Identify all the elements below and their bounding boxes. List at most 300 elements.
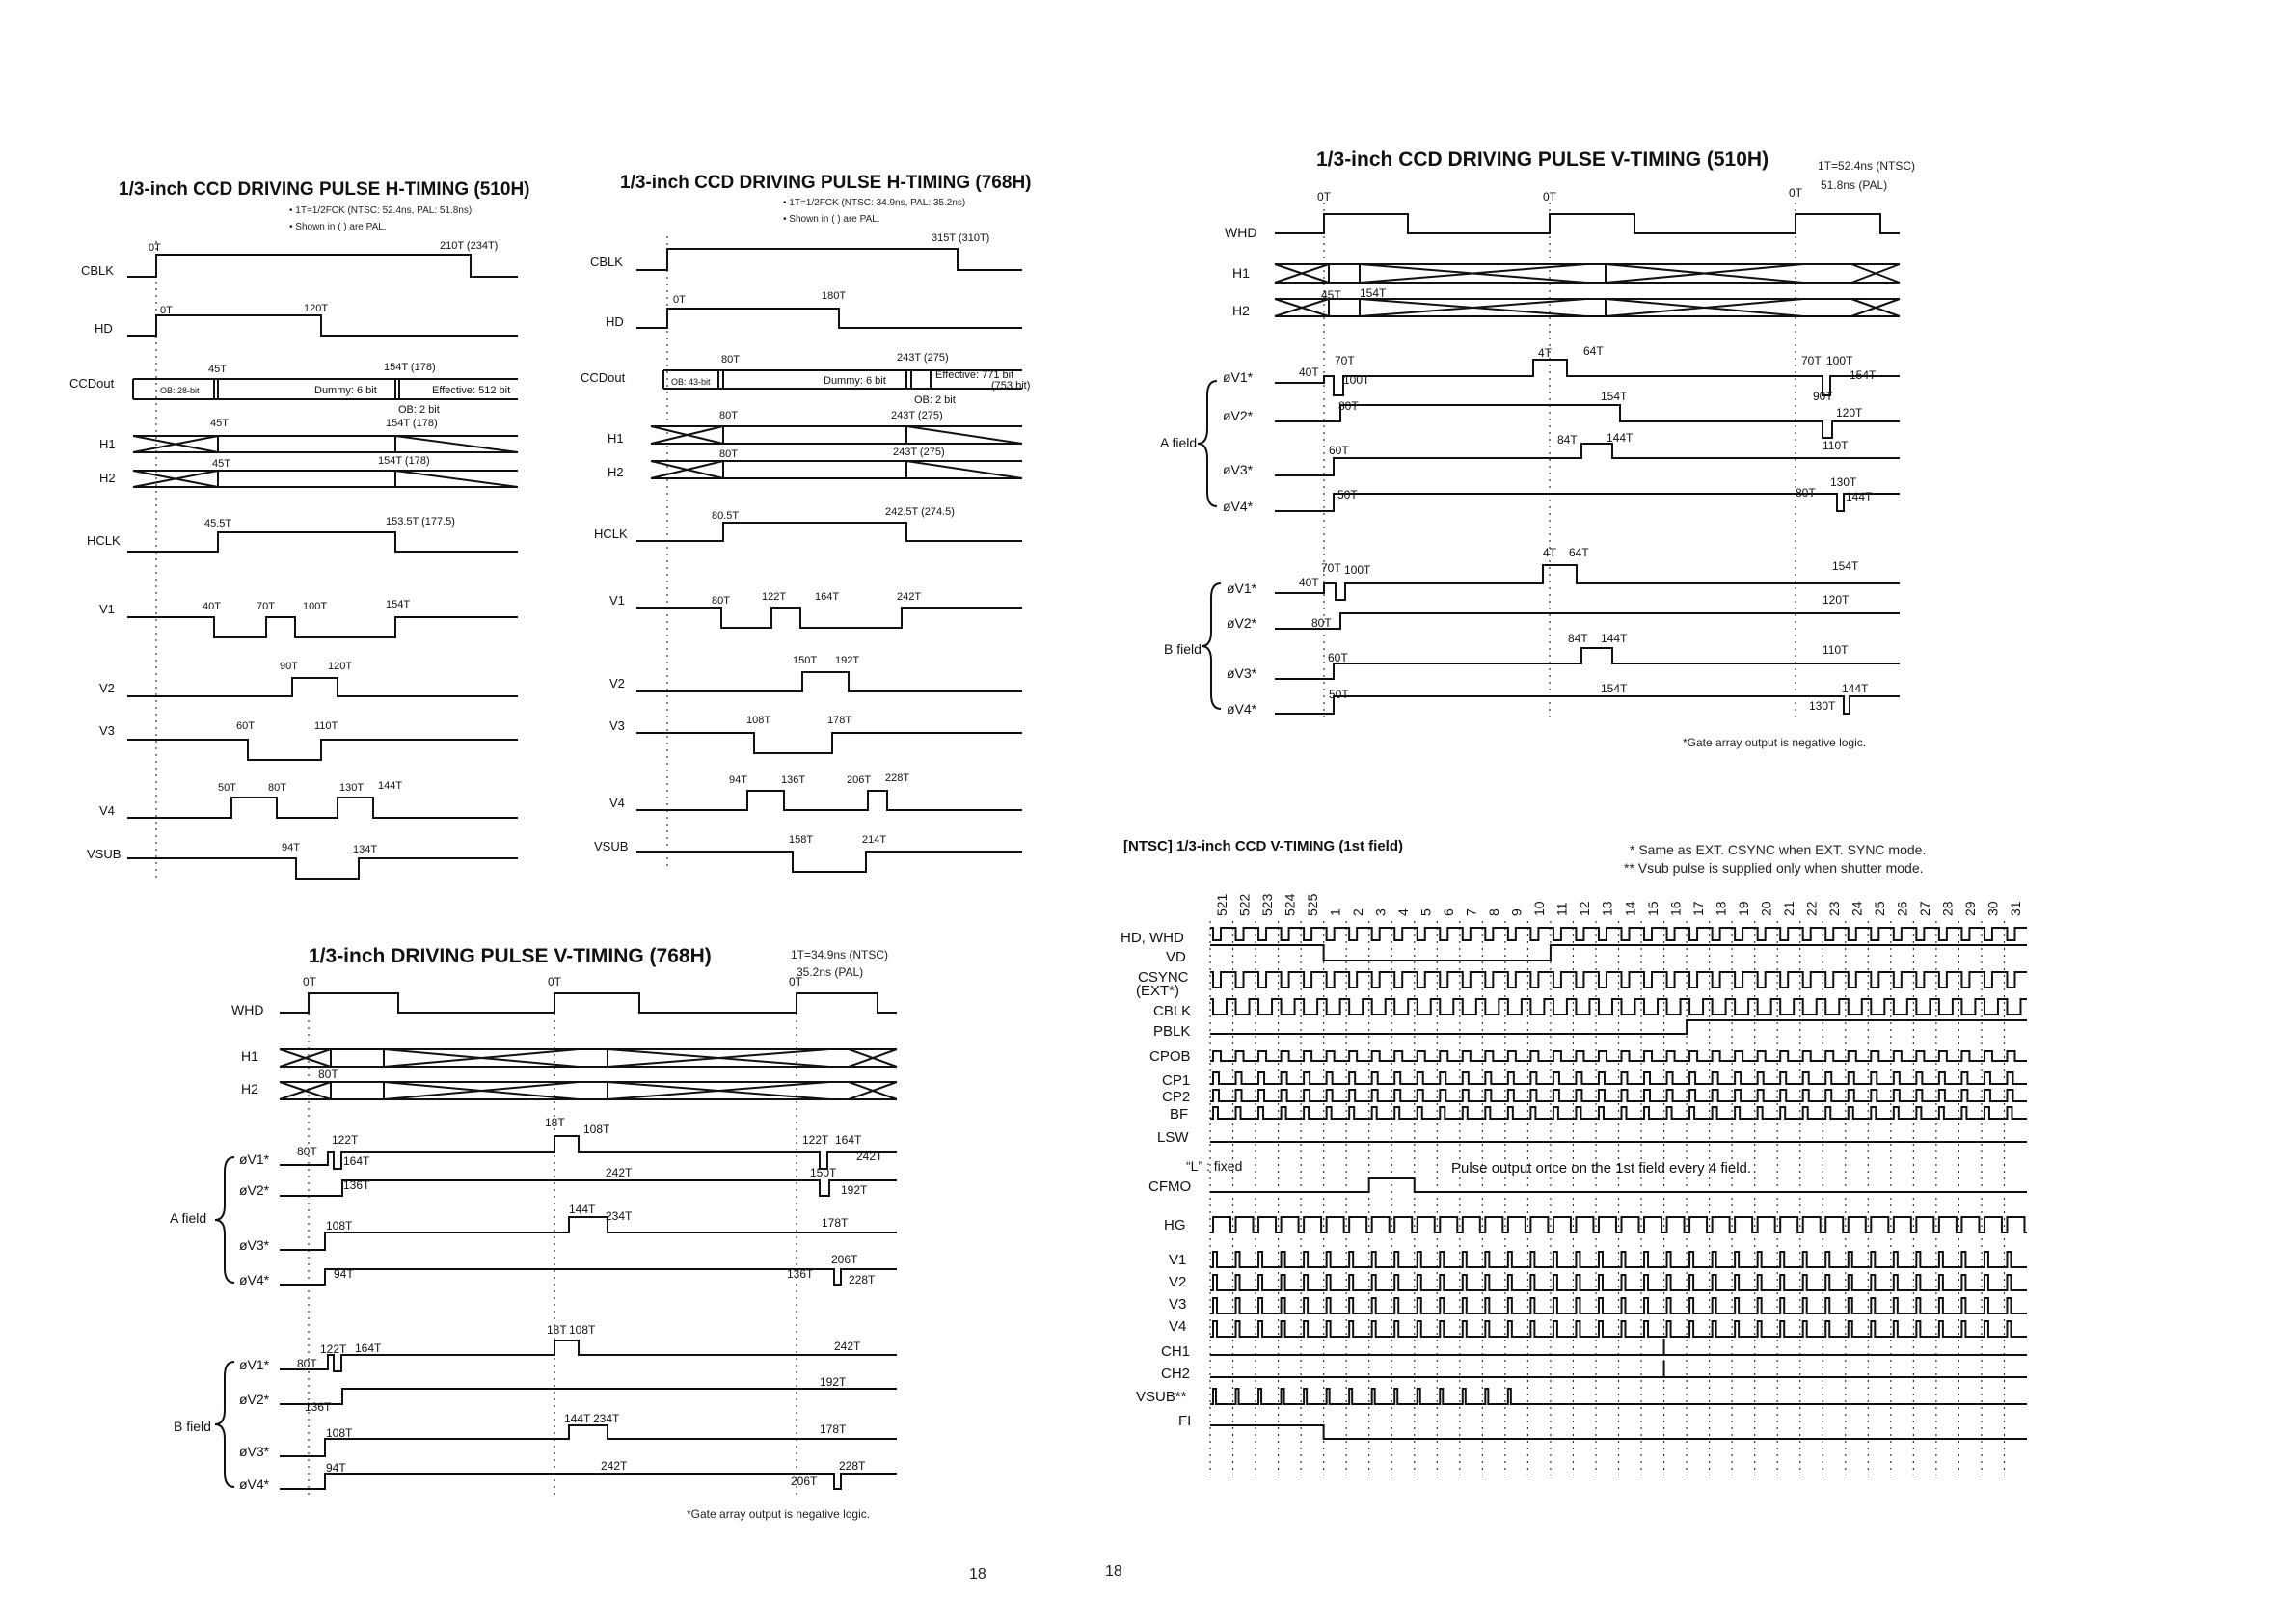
ntsc-line-number: 5 xyxy=(1418,908,1434,916)
v768-lbl: 108T xyxy=(569,1323,596,1337)
h510-wave-hclk xyxy=(127,532,518,552)
h510-lbl: 70T xyxy=(257,601,275,612)
v510-lbl: 80T xyxy=(1338,399,1359,413)
v510-lbl: 64T xyxy=(1583,344,1604,358)
h768-wave-cblk xyxy=(636,249,1022,270)
ntsc-line-number: 29 xyxy=(1962,901,1979,916)
v510-lbl: 0T xyxy=(1317,190,1332,203)
v768-brace-b xyxy=(215,1362,234,1487)
v510-lbl: 154T xyxy=(1601,390,1628,403)
ntsc-wave-cblk xyxy=(1210,999,2027,1015)
v510-lbl: 90T xyxy=(1813,390,1833,403)
v768-lbl: 80T xyxy=(297,1357,317,1370)
ntsc-line-number: 15 xyxy=(1644,901,1661,916)
v510-lbl: 70T xyxy=(1321,561,1341,575)
v510-lbl: 110T xyxy=(1823,439,1849,452)
v768-lbl: 18T xyxy=(545,1116,565,1129)
h768-lbl: 192T xyxy=(835,655,860,666)
v510-wave-a-v3 xyxy=(1275,444,1900,475)
h510-wave-hd xyxy=(127,315,518,336)
ntsc-sig: V1 xyxy=(1169,1252,1187,1268)
h768-sig-h1: H1 xyxy=(608,431,624,446)
v768-unit-2: 35.2ns (PAL) xyxy=(797,965,864,979)
h768-lbl: 228T xyxy=(885,772,910,784)
h768-lbl: Effective: 771 bit xyxy=(935,369,1014,381)
v510-sig-h2: H2 xyxy=(1232,303,1250,318)
h510-sig-v4: V4 xyxy=(99,803,115,818)
h768-lbl: 108T xyxy=(746,715,771,726)
h510-lbl: 94T xyxy=(282,842,300,853)
v768-field-b: B field xyxy=(174,1419,211,1434)
h510-lbl: OB: 28-bit xyxy=(160,386,200,395)
v768-lbl: 136T xyxy=(787,1267,814,1281)
v510-sig-h1: H1 xyxy=(1232,265,1250,281)
ntsc-sig: CP1 xyxy=(1162,1072,1191,1089)
h510-lbl: 40T xyxy=(203,601,221,612)
v510-lbl: 100T xyxy=(1343,373,1370,387)
h768-title: 1/3-inch CCD DRIVING PULSE H-TIMING (768H) xyxy=(620,173,1032,193)
h768-lbl: 94T xyxy=(729,774,747,786)
h510-lbl: 210T (234T) xyxy=(440,240,499,252)
ntsc-sig: V3 xyxy=(1169,1296,1187,1313)
v510-sig-whd: WHD xyxy=(1225,225,1257,240)
ntsc-line-number: 18 xyxy=(1713,901,1729,916)
v768-lbl: 164T xyxy=(835,1133,862,1147)
ntsc-sig: VD xyxy=(1166,949,1186,965)
v510-unit-2: 51.8ns (PAL) xyxy=(1821,178,1888,192)
v768-lbl: 122T xyxy=(320,1342,347,1356)
h510-diagram xyxy=(69,179,530,879)
ntsc-line-number: 31 xyxy=(2008,901,2024,916)
h768-wave-v3 xyxy=(636,733,1022,753)
v768-lbl: 178T xyxy=(820,1422,847,1436)
v510-lbl: 130T xyxy=(1830,475,1857,489)
ntsc-line-number: 524 xyxy=(1282,893,1298,916)
h768-lbl: 122T xyxy=(762,591,787,603)
v768-lbl: 206T xyxy=(831,1253,858,1266)
ntsc-line-number: 22 xyxy=(1803,901,1820,916)
h768-wave-hclk xyxy=(636,523,1022,541)
h510-lbl: 110T xyxy=(314,720,338,732)
ntsc-sig: HD, WHD xyxy=(1121,930,1184,946)
ntsc-line-number: 521 xyxy=(1213,893,1229,916)
h510-lbl: 154T (178) xyxy=(384,362,436,373)
h768-lbl: 242.5T (274.5) xyxy=(885,506,955,518)
v510-footnote: *Gate array output is negative logic. xyxy=(1683,736,1867,749)
v510-wave-h2 xyxy=(1275,299,1900,316)
v510-brace-b xyxy=(1202,583,1221,709)
v768-lbl: 136T xyxy=(305,1400,332,1414)
h768-lbl: 80.5T xyxy=(712,510,740,522)
h768-sig-h2: H2 xyxy=(608,465,624,479)
v768-lbl: 18T xyxy=(547,1323,567,1337)
h510-sig-v3: V3 xyxy=(99,723,115,738)
ntsc-line-number: 7 xyxy=(1463,908,1479,916)
v510-lbl: 64T xyxy=(1569,546,1589,559)
h510-note-2: • Shown in ( ) are PAL. xyxy=(289,222,387,232)
ntsc-sig: V2 xyxy=(1169,1274,1187,1290)
page-number-left: 18 xyxy=(969,1566,986,1583)
ntsc-sig: CPOB xyxy=(1149,1048,1191,1065)
v768-field-a: A field xyxy=(170,1210,207,1226)
v768-lbl: 0T xyxy=(789,975,803,988)
h510-sig-ccdout: CCDout xyxy=(69,376,115,391)
h510-sig-v1: V1 xyxy=(99,602,115,616)
v768-sig-b-v2: øV2* xyxy=(239,1392,270,1407)
v768-lbl: 108T xyxy=(326,1219,353,1232)
h768-lbl: 80T xyxy=(719,410,738,421)
h510-wave-vsub xyxy=(127,858,518,879)
h510-lbl: 153.5T (177.5) xyxy=(386,516,455,528)
v768-lbl: 108T xyxy=(326,1426,353,1440)
v510-lbl: 0T xyxy=(1543,190,1557,203)
v768-sig-a-v4: øV4* xyxy=(239,1272,270,1287)
v768-lbl: 178T xyxy=(822,1216,849,1230)
ntsc-line-number: 30 xyxy=(1985,901,2001,916)
v510-wave-a-v2 xyxy=(1275,405,1900,438)
v768-lbl: 122T xyxy=(802,1133,829,1147)
h768-diagram xyxy=(581,173,1032,872)
h768-wave-v2 xyxy=(636,672,1022,691)
h510-lbl: 0T xyxy=(149,242,161,254)
h768-lbl: 214T xyxy=(862,834,887,846)
v768-sig-h2: H2 xyxy=(241,1081,258,1096)
h510-wave-cblk xyxy=(127,255,518,277)
v510-lbl: 144T xyxy=(1601,632,1628,645)
ntsc-fixed-note: “L” : fixed xyxy=(1186,1158,1243,1174)
h510-title: 1/3-inch CCD DRIVING PULSE H-TIMING (510H) xyxy=(119,179,530,200)
h510-lbl: 60T xyxy=(236,720,255,732)
v510-sig-a-v3: øV3* xyxy=(1223,462,1254,477)
h510-wave-h1 xyxy=(133,436,518,452)
h768-sig-v4: V4 xyxy=(609,796,625,810)
h510-wave-h2 xyxy=(133,471,518,487)
v510-lbl: 45T xyxy=(1321,288,1341,302)
v510-lbl: 70T xyxy=(1801,354,1822,367)
v510-field-b: B field xyxy=(1164,641,1202,657)
v768-sig-b-v4: øV4* xyxy=(239,1476,270,1492)
v768-sig-a-v2: øV2* xyxy=(239,1182,270,1198)
h768-note-1: • 1T=1/2FCK (NTSC: 34.9ns, PAL: 35.2ns) xyxy=(783,198,966,208)
ntsc-pulse-note: Pulse output once on the 1st field every 4 field. xyxy=(1451,1160,1752,1177)
v510-lbl: 154T xyxy=(1360,286,1387,300)
ntsc-line-number: 20 xyxy=(1758,901,1774,916)
h768-sig-hclk: HCLK xyxy=(594,527,628,541)
v510-lbl: 40T xyxy=(1299,365,1319,379)
h768-lbl: OB: 43-bit xyxy=(671,377,711,387)
v768-lbl: 228T xyxy=(839,1459,866,1473)
v510-sig-a-v1: øV1* xyxy=(1223,369,1254,385)
v510-lbl: 120T xyxy=(1823,593,1850,607)
ntsc-line-number: 28 xyxy=(1939,901,1956,916)
v768-wave-b-v3 xyxy=(280,1425,897,1456)
ntsc-line-number: 19 xyxy=(1735,901,1751,916)
ntsc-line-number: 2 xyxy=(1349,908,1365,916)
v768-lbl: 206T xyxy=(791,1475,818,1488)
ntsc-vtiming-diagram xyxy=(1121,838,2027,1475)
v510-diagram xyxy=(1160,149,1915,749)
h768-lbl: 242T xyxy=(897,591,922,603)
h510-wave-v1 xyxy=(127,617,518,637)
ntsc-line-numbers xyxy=(1214,893,2023,916)
ntsc-sig: CP2 xyxy=(1162,1089,1191,1105)
v768-lbl: 150T xyxy=(810,1166,837,1179)
h510-lbl: 130T xyxy=(339,782,365,794)
v768-lbl: 122T xyxy=(332,1133,359,1147)
v510-lbl: 84T xyxy=(1557,433,1578,447)
v768-lbl: 234T xyxy=(593,1412,620,1425)
v510-lbl: 100T xyxy=(1826,354,1853,367)
v768-wave-h2 xyxy=(280,1082,897,1099)
h768-lbl: 164T xyxy=(815,591,840,603)
v510-lbl: 50T xyxy=(1337,488,1358,501)
h510-lbl: 120T xyxy=(328,661,353,672)
ntsc-line-number: 12 xyxy=(1577,901,1593,916)
h768-lbl: 158T xyxy=(789,834,814,846)
h510-sig-h2: H2 xyxy=(99,471,116,485)
h768-lbl: 80T xyxy=(721,354,740,365)
v768-lbl: 228T xyxy=(849,1273,876,1286)
ntsc-line-number: 6 xyxy=(1441,908,1457,916)
v768-lbl: 234T xyxy=(606,1209,633,1223)
v510-lbl: 100T xyxy=(1344,563,1371,577)
h510-sig-vsub: VSUB xyxy=(87,847,122,861)
v768-sig-h1: H1 xyxy=(241,1048,258,1064)
h510-lbl: 134T xyxy=(353,844,378,855)
ntsc-line-number: 14 xyxy=(1622,901,1638,916)
v510-lbl: 144T xyxy=(1607,431,1634,445)
v510-lbl: 4T xyxy=(1543,546,1557,559)
ntsc-line-number: 27 xyxy=(1917,901,1933,916)
h510-lbl: Effective: 512 bit xyxy=(432,385,511,396)
ntsc-note-2: ** Vsub pulse is supplied only when shutter mode. xyxy=(1624,860,1924,876)
h768-lbl: 180T xyxy=(822,290,847,302)
h510-lbl: 45T xyxy=(208,364,227,375)
ntsc-line-number: 25 xyxy=(1872,901,1888,916)
v510-wave-b-v3 xyxy=(1275,648,1900,679)
v510-lbl: 40T xyxy=(1299,576,1319,589)
v768-lbl: 242T xyxy=(834,1340,861,1353)
h768-lbl: 150T xyxy=(793,655,818,666)
v768-lbl: 94T xyxy=(326,1461,346,1475)
ntsc-line-number: 9 xyxy=(1508,908,1525,916)
h768-lbl: 0T xyxy=(673,294,686,306)
h510-lbl: OB: 2 bit xyxy=(398,404,440,416)
h510-lbl: Dummy: 6 bit xyxy=(314,385,377,396)
ntsc-line-number: 4 xyxy=(1394,908,1411,916)
h510-lbl: 154T xyxy=(386,599,411,610)
h768-wave-h2 xyxy=(651,461,1022,478)
ntsc-line-number: 523 xyxy=(1258,893,1275,916)
ntsc-sig: VSUB** xyxy=(1136,1389,1187,1405)
ntsc-wave-vd xyxy=(1210,945,2027,961)
h768-lbl: 80T xyxy=(719,448,738,460)
v510-lbl: 154T xyxy=(1832,559,1859,573)
h768-sig-ccdout: CCDout xyxy=(581,370,626,385)
h510-lbl: 50T xyxy=(218,782,236,794)
ntsc-sig: BF xyxy=(1170,1106,1189,1123)
h768-lbl: (753 bit) xyxy=(991,380,1031,392)
ntsc-wave-csync xyxy=(1210,972,2027,988)
h510-lbl: 154T (178) xyxy=(378,455,430,467)
ntsc-sig: CH2 xyxy=(1161,1366,1191,1382)
v768-lbl: 192T xyxy=(820,1375,847,1389)
ntsc-line-number: 23 xyxy=(1826,901,1843,916)
ntsc-sig: CFMO xyxy=(1148,1178,1192,1195)
ntsc-sig: PBLK xyxy=(1153,1023,1191,1040)
ntsc-sig: (EXT*) xyxy=(1136,983,1179,999)
v510-lbl: 110T xyxy=(1823,643,1849,657)
v768-lbl: 144T xyxy=(569,1203,596,1216)
h510-lbl: 80T xyxy=(268,782,286,794)
h768-wave-vsub xyxy=(636,852,1022,872)
h510-wave-v3 xyxy=(127,740,518,760)
v510-brace-a xyxy=(1198,381,1217,506)
v510-lbl: 60T xyxy=(1329,444,1349,457)
v768-lbl: 144T xyxy=(564,1412,591,1425)
h768-sig-v3: V3 xyxy=(609,718,625,733)
h510-lbl: 45T xyxy=(212,458,230,470)
v510-sig-b-v1: øV1* xyxy=(1227,581,1257,596)
h768-lbl: 243T (275) xyxy=(893,447,945,458)
v510-lbl: 154T xyxy=(1850,368,1877,382)
v510-lbl: 4T xyxy=(1538,346,1553,360)
v768-lbl: 242T xyxy=(856,1150,883,1163)
h510-sig-hclk: HCLK xyxy=(87,533,121,548)
v510-lbl: 130T xyxy=(1809,699,1836,713)
h768-lbl: 178T xyxy=(827,715,852,726)
h768-sig-v1: V1 xyxy=(609,593,625,608)
h510-sig-cblk: CBLK xyxy=(81,263,114,278)
ntsc-sig: CBLK xyxy=(1153,1003,1192,1019)
v768-wave-h1 xyxy=(280,1049,897,1067)
v768-lbl: 94T xyxy=(334,1267,354,1281)
v510-lbl: 144T xyxy=(1842,682,1869,695)
v768-footnote: *Gate array output is negative logic. xyxy=(687,1507,871,1521)
h768-sig-cblk: CBLK xyxy=(590,255,623,269)
v510-wave-b-v2 xyxy=(1275,613,1900,629)
h768-wave-v1 xyxy=(636,608,1022,628)
v510-sig-a-v4: øV4* xyxy=(1223,499,1254,514)
v768-wave-b-v2 xyxy=(280,1389,897,1404)
ntsc-title: [NTSC] 1/3-inch CCD V-TIMING (1st field) xyxy=(1123,838,1404,854)
v510-lbl: 120T xyxy=(1836,406,1863,420)
v768-sig-a-v1: øV1* xyxy=(239,1151,270,1167)
v768-lbl: 0T xyxy=(303,975,317,988)
ntsc-line-number: 17 xyxy=(1689,901,1706,916)
v510-wave-whd xyxy=(1275,214,1900,233)
v510-lbl: 84T xyxy=(1568,632,1588,645)
v768-sig-whd: WHD xyxy=(231,1002,264,1017)
h510-sig-v2: V2 xyxy=(99,681,115,695)
v510-lbl: 154T xyxy=(1601,682,1628,695)
v768-wave-a-v2 xyxy=(280,1180,897,1196)
v510-lbl: 70T xyxy=(1335,354,1355,367)
h768-lbl: 206T xyxy=(847,774,872,786)
h768-lbl: Dummy: 6 bit xyxy=(824,375,886,387)
v768-sig-a-v3: øV3* xyxy=(239,1237,270,1253)
h510-lbl: 120T xyxy=(304,303,329,314)
v510-wave-b-v4 xyxy=(1275,696,1900,714)
ntsc-line-number: 10 xyxy=(1531,901,1548,916)
v768-title: 1/3-inch DRIVING PULSE V-TIMING (768H) xyxy=(309,945,712,967)
ntsc-line-number: 525 xyxy=(1304,893,1320,916)
v510-sig-b-v4: øV4* xyxy=(1227,701,1257,717)
h510-lbl: 100T xyxy=(303,601,328,612)
h768-sig-hd: HD xyxy=(606,314,624,329)
h768-lbl: 243T (275) xyxy=(897,352,949,364)
h768-wave-v4 xyxy=(636,791,1022,810)
v768-diagram xyxy=(170,945,897,1521)
v768-wave-a-v3 xyxy=(280,1217,897,1250)
v768-lbl: 80T xyxy=(318,1068,338,1081)
ntsc-line-number: 24 xyxy=(1849,901,1865,916)
v768-unit-1: 1T=34.9ns (NTSC) xyxy=(791,948,889,961)
h510-note-1: • 1T=1/2FCK (NTSC: 52.4ns, PAL: 51.8ns) xyxy=(289,205,473,216)
h510-sig-h1: H1 xyxy=(99,437,116,451)
ntsc-sig: CSYNC xyxy=(1138,969,1189,986)
h510-wave-v2 xyxy=(127,678,518,696)
h768-wave-h1 xyxy=(651,426,1022,444)
v510-lbl: 0T xyxy=(1789,186,1803,200)
h510-sig-hd: HD xyxy=(95,321,113,336)
h510-lbl: 45.5T xyxy=(204,518,232,529)
ntsc-line-number: 26 xyxy=(1894,901,1910,916)
v510-lbl: 144T xyxy=(1846,490,1873,503)
page-number-right: 18 xyxy=(1105,1563,1122,1580)
ntsc-waveforms xyxy=(1210,928,2027,1439)
v510-sig-a-v2: øV2* xyxy=(1223,408,1254,423)
ntsc-sig: FI xyxy=(1178,1413,1192,1429)
v510-sig-b-v3: øV3* xyxy=(1227,665,1257,681)
v510-lbl: 80T xyxy=(1311,616,1332,630)
ntsc-line-number: 1 xyxy=(1327,908,1343,916)
v768-lbl: 0T xyxy=(548,975,562,988)
h510-lbl: 45T xyxy=(210,418,229,429)
ntsc-line-number: 16 xyxy=(1667,901,1684,916)
h768-note-2: • Shown in ( ) are PAL. xyxy=(783,214,880,225)
h510-lbl: 154T (178) xyxy=(386,418,438,429)
h510-wave-v4 xyxy=(127,798,518,818)
v510-title: 1/3-inch CCD DRIVING PULSE V-TIMING (510H) xyxy=(1316,149,1769,171)
ntsc-line-number: 8 xyxy=(1486,908,1502,916)
h768-lbl: 243T (275) xyxy=(891,410,943,421)
v768-lbl: 192T xyxy=(841,1183,868,1197)
v768-lbl: 242T xyxy=(601,1459,628,1473)
ntsc-line-number: 21 xyxy=(1780,901,1796,916)
v768-brace-a xyxy=(215,1157,234,1283)
h768-lbl: OB: 2 bit xyxy=(914,394,956,406)
ntsc-wave-v2 xyxy=(1210,1275,2027,1290)
v510-lbl: 60T xyxy=(1328,651,1348,664)
v768-lbl: 164T xyxy=(355,1341,382,1355)
h768-lbl: 315T (310T) xyxy=(932,232,990,244)
ntsc-sig: V4 xyxy=(1169,1318,1187,1335)
h768-lbl: 136T xyxy=(781,774,806,786)
v768-lbl: 80T xyxy=(297,1145,317,1158)
h768-lbl: 80T xyxy=(712,595,730,607)
v768-lbl: 164T xyxy=(343,1154,370,1168)
h768-sig-v2: V2 xyxy=(609,676,625,690)
ntsc-line-number: 522 xyxy=(1236,893,1253,916)
v510-lbl: 80T xyxy=(1796,486,1816,500)
ntsc-note-1: * Same as EXT. CSYNC when EXT. SYNC mode. xyxy=(1630,842,1927,857)
h510-lbl: 90T xyxy=(280,661,298,672)
h510-lbl: 0T xyxy=(160,305,173,316)
ntsc-sig: HG xyxy=(1164,1217,1186,1233)
v510-lbl: 50T xyxy=(1329,688,1349,701)
v768-sig-b-v3: øV3* xyxy=(239,1444,270,1459)
